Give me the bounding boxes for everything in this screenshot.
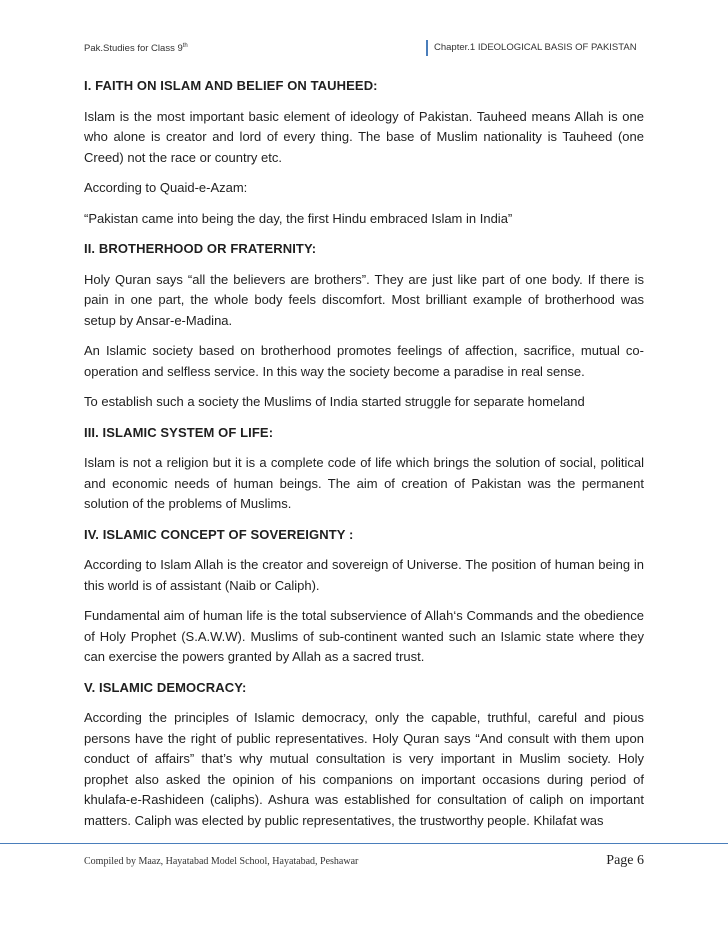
section-heading-sovereignty: IV. ISLAMIC CONCEPT OF SOVEREIGNTY : [84, 526, 354, 542]
document-body [84, 76, 644, 841]
page-number: Page 6 [606, 853, 644, 868]
paragraph: According the principles of Islamic democracy, only the capable, truthful, careful and pious persons have the right of public representatives. Holy Quran says “And consult with them upon conduct of affairs” that’s why mutual consultation is very important in Muslim society. Holy prophet also asked the opinion of his companions on important occasions during period of khulafa-e-Rashideen (caliphs). Ashura was established for consultation of caliph on important matters. Caliph was elected by public representatives, the trustworthy people. Khilafat was [84, 710, 644, 828]
footer-credit: Compiled by Maaz, Hayatabad Model School, Hayatabad, Peshawar [84, 856, 359, 867]
paragraph: Islam is not a religion but it is a complete code of life which brings the solution of social, political and economic needs of human beings. The aim of creation of Pakistan was the permanent solution of the problems of Muslims. [84, 455, 644, 511]
header-course-sup: th [182, 43, 188, 49]
header-course-title [84, 43, 188, 54]
footer-divider [0, 843, 728, 844]
paragraph: According to Quaid-e-Azam: [84, 180, 248, 195]
paragraph: Fundamental aim of human life is the total subservience of Allah‘s Commands and the obedience of Holy Prophet (S.A.W.W). Muslims of sub-continent wanted such an Islamic state where they can exercise the powers granted by Allah as a sacred trust. [84, 608, 644, 664]
quote-paragraph: “Pakistan came into being the day, the first Hindu embraced Islam in India” [84, 210, 513, 226]
section-heading-brotherhood: II. BROTHERHOOD OR FRATERNITY: [84, 241, 317, 256]
header-course-text: Pak.Studies for Class 9 [84, 43, 183, 55]
section-heading-democracy: V. ISLAMIC DEMOCRACY: [84, 679, 247, 695]
paragraph: Holy Quran says “all the believers are brothers”. They are just like part of one body. If there is pain in one part, the whole body feels discomfort. Most brilliant example of brotherhood was setup by Ansar-e-Madina. [84, 271, 644, 328]
page-header [84, 40, 644, 62]
paragraph: Islam is the most important basic element of ideology of Pakistan. Tauheed means Allah is one who alone is creator and lord of every thing. The base of Muslim nationality is Tauheed (one Creed) not the race or country etc. [84, 108, 644, 165]
paragraph: According to Islam Allah is the creator and sovereign of Universe. The position of human being in this world is of assistant (Naib or Caliph). [84, 557, 644, 593]
paragraph: An Islamic society based on brotherhood promotes feelings of affection, sacrifice, mutual co-operation and selfless service. In this way the society become a paradise in real sense. [84, 343, 644, 379]
section-heading-faith: I. FAITH ON ISLAM AND BELIEF ON TAUHEED: [84, 78, 378, 93]
paragraph: To establish such a society the Muslims of India started struggle for separate homeland [84, 394, 585, 409]
header-chapter-title: Chapter.1 IDEOLOGICAL BASIS OF PAKISTAN [426, 40, 637, 56]
section-heading-system-of-life: III. ISLAMIC SYSTEM OF LIFE: [84, 424, 274, 440]
